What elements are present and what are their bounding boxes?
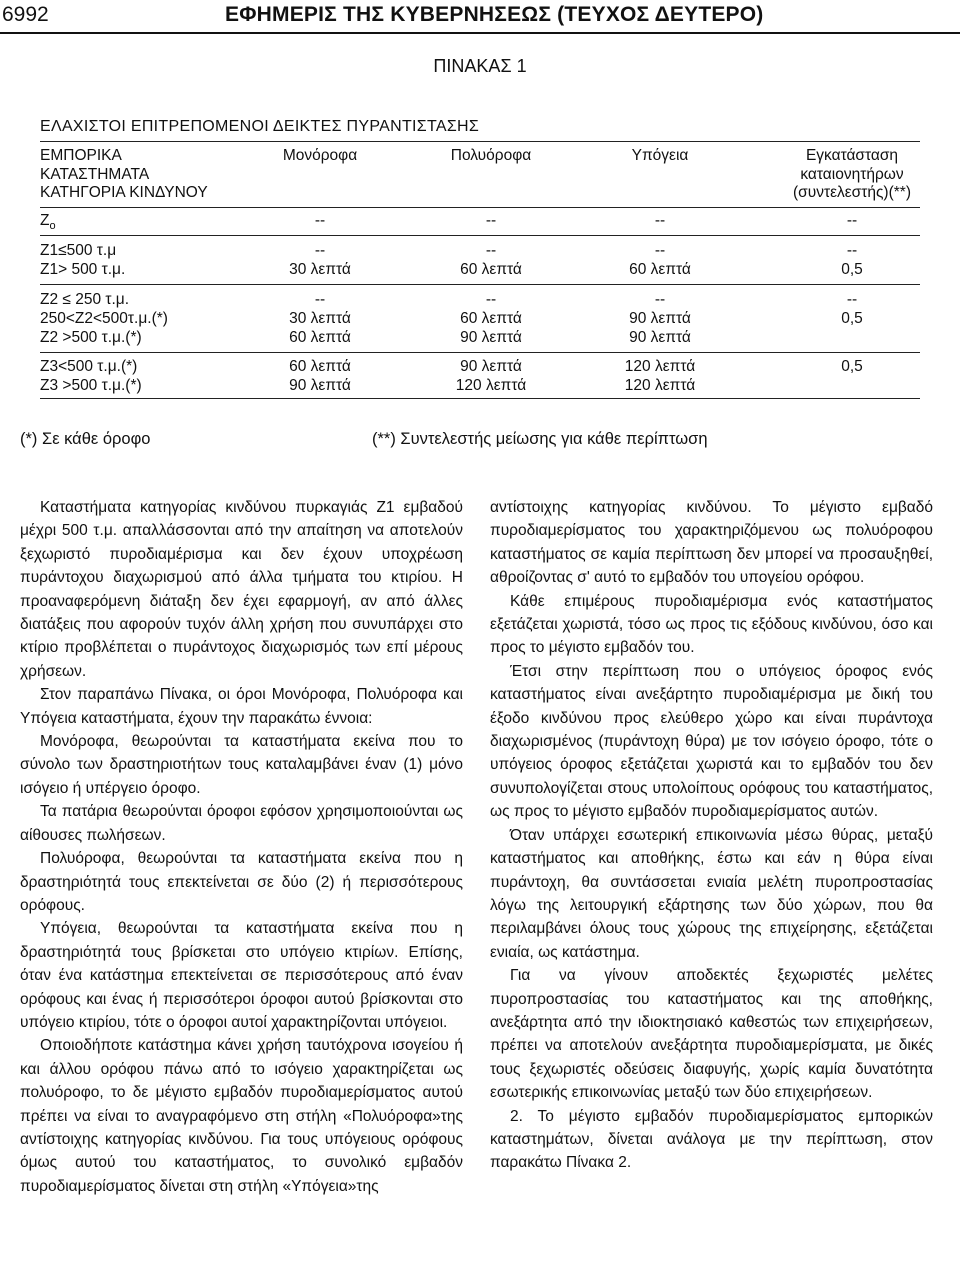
table-caption: ΕΛΑΧΙΣΤΟΙ ΕΠΙΤΡΕΠΟΜΕΝΟΙ ΔΕΙΚΤΕΣ ΠΥΡΑΝΤΙΣΤΑΣΗΣ [40,118,480,135]
row-z3-basement-1: 120 λεπτά [624,358,696,375]
paragraph: Οποιοδήποτε κατάστημα κάνει χρήση ταυτόχρονα ισογείου ή και άλλου ορόφου πάνω από το ισόγειο χαρακτηρίζεται ως πολυόροφο, το δε μέγιστο εμβαδόν πυροδιαμερίσματος αυτού πρέπει να είναι το αναγραφόμενο στη στήλη «Πολυόροφα»της αντίστοιχης κατηγορίας κινδύνου. Για τους υπόγειους ορόφους όμως αυτού του καταστήματος, το συνολικό εμβαδόν πυροδιαμερίσματος δίνεται στη στήλη «Υπόγεια»της [20,1037,463,1195]
row-z0-category [40,212,56,236]
paragraph: Υπόγεια, θεωρούνται τα καταστήματα εκείνα που η δραστηριότητά τους βρίσκεται στο υπόγειο κτιρίων. Επίσης, όταν ένα κατάστημα επεκτείνεται σε περισσότερους από έναν ορόφους και ένας ή περισσότεροι όροφοι αυτού βρίσκονται στο υπόγειο κτιρίου, τότε ο όροφοι αυτοί χαρακτηρίζονται υπόγειοι. [20,920,463,1031]
header-single-floor: Μονόροφα [282,147,358,164]
row-z3-sprinkler: 0,5 [841,358,863,375]
row-z1-sprinkler-2: 0,5 [841,261,863,278]
row-z2-single-3: 60 λεπτά [289,329,351,346]
row-z1-single-2: 30 λεπτά [289,261,351,278]
header-category-line-1: ΕΜΠΟΡΙΚΑ [40,147,122,164]
row-z2-basement-2: 90 λεπτά [629,310,691,327]
row-z1-category-line-2: Z1> 500 τ.μ. [40,261,126,278]
paragraph: Όταν υπάρχει εσωτερική επικοινωνία μέσω θύρας, μεταξύ καταστήματος και αποθήκης, έστω και εάν η θύρα είναι πυράντοχη, θα συντάσσεται ενιαία μελέτη πυροπροστασίας λόγω της λειτουργική εξάρτησης των δύο χώρων, που θα περιλαμβάνει όλους τους χώρους της επιχείρησης, εξετάζεται ενιαία, ως κατάστημα. [490,826,933,961]
row-z0-basement: -- [654,212,666,229]
row-z2-single-2: 30 λεπτά [289,310,351,327]
row-z1-multi-1: -- [485,242,497,259]
table-header-rule [40,207,920,208]
row-z2-multi-3: 90 λεπτά [460,329,522,346]
row-z1-basement-2: 60 λεπτά [629,261,691,278]
row-z1-single-1: -- [314,242,326,259]
row-z3-basement-2: 120 λεπτά [624,377,696,394]
footnote-per-floor: (*) Σε κάθε όροφο [20,430,151,448]
paragraph: 2. Το μέγιστο εμβαδόν πυροδιαμερίσματος εμπορικών καταστημάτων, δίνεται ανάλογα με την περίπτωση, στον παρακάτω Πίνακα 2. [490,1107,933,1172]
row-z0-category-label: Z [40,212,50,229]
row-z3-multi-1: 90 λεπτά [460,358,522,375]
row-z0-multi: -- [485,212,497,229]
row-z2-category-line-2: 250<Z2<500τ.μ.(*) [40,310,168,327]
paragraph: Πολυόροφα, θεωρούνται τα καταστήματα εκείνα που η δραστηριότητά τους επεκτείνεται σε δύο (2) ή περισσότερους ορόφους. [20,850,463,914]
row-z2-multi-2: 60 λεπτά [460,310,522,327]
paragraph: Στον παραπάνω Πίνακα, οι όροι Μονόροφα, Πολυόροφα και Υπόγεια καταστήματα, έχουν την παρακάτω έννοια: [20,686,463,727]
row-z2-sprinkler-2: 0,5 [841,310,863,327]
row-z0-subscript: ο [49,220,56,233]
page-header [0,0,960,34]
row-z0-sprinkler: -- [846,212,858,229]
row-z2-basement-3: 90 λεπτά [629,329,691,346]
row-rule [40,352,920,353]
row-z2-sprinkler-1: -- [846,291,858,308]
header-sprinkler-line-2: καταιονητήρων [800,165,904,183]
row-z3-single-1: 60 λεπτά [289,358,351,375]
row-z3-category-line-1: Z3<500 τ.μ.(*) [40,358,138,375]
paragraph: Για να γίνουν αποδεκτές ξεχωριστές μελέτες πυροπροστασίας του καταστήματος και της αποθήκης, ανεξάρτητα από την ιδιοκτησιακό καθεστώς των επιχειρήσεων, πρέπει να αποτελούν ανεξάρτητα πυροδιαμερίσματα, με δικές τους ξεχωριστές οδεύσεις διαφυγής, χωρίς καμία δυνατότητα εσωτερικής επικοινωνίας μεταξύ των δύο επιχειρήσεων. [490,967,933,1102]
row-rule [40,235,920,236]
header-sprinkler-line-3: (συντελεστής)(**) [793,184,911,201]
row-z2-category-line-3: Z2 >500 τ.μ.(*) [40,329,142,346]
row-z3-multi-2: 120 λεπτά [455,377,527,394]
table-bottom-rule [40,398,920,399]
gazette-title: ΕΦΗΜΕΡΙΣ ΤΗΣ ΚΥΒΕΡΝΗΣΕΩΣ (ΤΕΥΧΟΣ ΔΕΥΤΕΡΟ) [225,3,764,26]
row-z2-multi-1: -- [485,291,497,308]
paragraph: Έτσι στην περίπτωση που ο υπόγειος όροφος ενός καταστήματος είναι ανεξάρτητο πυροδιαμέρισμα με δική του έξοδο κινδύνου προς ελεύθερο χώρο και είναι πυράντοχα διαχωρισμένος (πυράντοχη θύρα) με τον ισόγειο όροφο, τότε ο υπόγειος όροφος εξετάζεται χωριστά και το εμβαδόν του δεν συνυπολογίζεται στους υπολοίπους ορόφους του καταστήματος, ως προς το μέγιστο εμβαδόν πυροδιαμερίσματος αυτών. [490,662,933,821]
row-z1-multi-2: 60 λεπτά [460,261,522,278]
right-text-column [490,496,933,1175]
page-number: 6992 [2,3,49,26]
row-z1-sprinkler-1: -- [846,242,858,259]
paragraph: Τα πατάρια θεωρούνται όροφοι εφόσον χρησιμοποιούνται ως αίθουσες πωλήσεων. [20,803,463,844]
row-z1-category-line-1: Z1≤500 τ.μ [40,242,117,259]
table-top-rule [40,141,920,142]
header-rule [0,32,960,34]
table-title: ΠΙΝΑΚΑΣ 1 [433,56,527,76]
header-basement: Υπόγεια [631,147,689,164]
row-z2-basement-1: -- [654,291,666,308]
header-multi-floor: Πολυόροφα [450,147,532,164]
header-sprinkler-line-1: Εγκατάσταση [805,147,899,164]
row-z3-category-line-2: Z3 >500 τ.μ.(*) [40,377,142,394]
header-category-line-3: ΚΑΤΗΓΟΡΙΑ ΚΙΝΔΥΝΟΥ [40,184,208,201]
paragraph: Κάθε επιμέρους πυροδιαμέρισμα ενός καταστήματος εξετάζεται χωριστά, τόσο ως προς τις εξόδους κινδύνου, όσο και προς το μέγιστο εμβαδόν του. [490,592,933,657]
paragraph: αντίστοιχης κατηγορίας κινδύνου. Το μέγιστο εμβαδό πυροδιαμερίσματος του χαρακτηριζόμενου ως πολυόροφου καταστήματος σε καμία περίπτωση δεν μπορεί να προσαυξηθεί, αθροίζοντας σ' αυτό το εμβαδόν του υπογείου ορόφου. [490,499,933,587]
row-z3-single-2: 90 λεπτά [289,377,351,394]
paragraph: Μονόροφα, θεωρούνται τα καταστήματα εκείνα που το σύνολο των δραστηριοτήτων τους καταλαμβάνει έναν (1) μόνο ισόγειο ή υπέργειο όροφο. [20,733,463,797]
row-z2-category-line-1: Z2 ≤ 250 τ.μ. [40,291,130,308]
footnote-reduction-factor: (**) Συντελεστής μείωσης για κάθε περίπτωση [372,430,708,448]
row-rule [40,284,920,285]
left-text-column [20,496,463,1198]
row-z2-single-1: -- [314,291,326,308]
paragraph: Καταστήματα κατηγορίας κινδύνου πυρκαγιάς Ζ1 εμβαδού μέχρι 500 τ.μ. απαλλάσσονται από την απαίτηση να αποτελούν ξεχωριστό πυροδιαμέρισμα και δεν έχουν υποχρέωση πυράντοχου διαχωρισμού από άλλα τμήματα του κτιρίου. Η προαναφερόμενη διάταξη δεν έχει εφαρμογή, αν από άλλες διατάξεις που αφορούν τυχόν άλλη χρήση που συνυπάρχει στο κτίριο προβλέπεται ο πυράντοχος διαχωρισμός των επί μέρους χρήσεων. [20,499,463,680]
row-z1-basement-1: -- [654,242,666,259]
row-z0-single: -- [314,212,326,229]
header-category-line-2: ΚΑΤΑΣΤΗΜΑΤΑ [40,165,150,183]
